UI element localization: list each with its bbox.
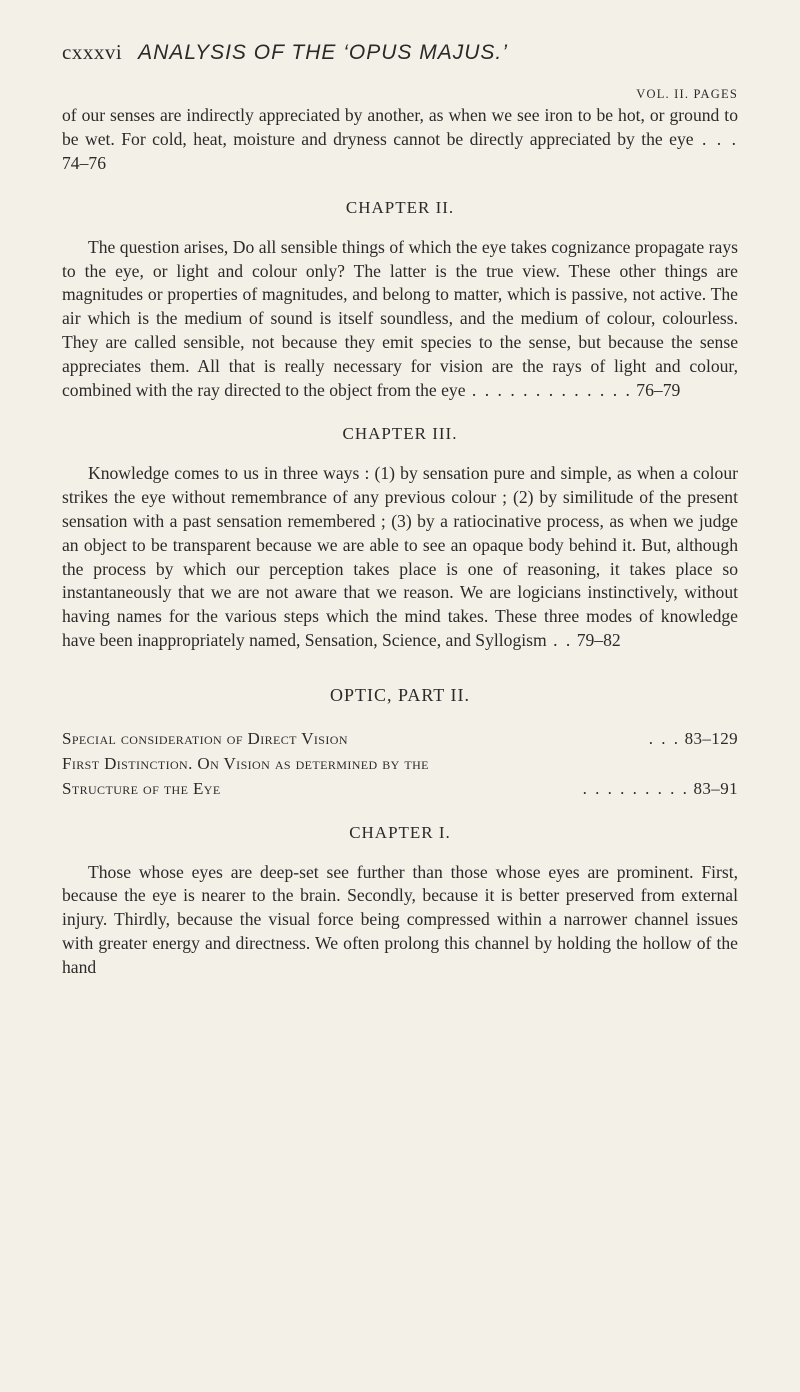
leader-dots: . . .	[648, 728, 680, 748]
page-reference: 76–79	[636, 379, 681, 400]
vol-pages-label: VOL. II. PAGES	[636, 87, 738, 102]
page-number: cxxxvi	[62, 40, 123, 64]
chapter-heading: CHAPTER III.	[342, 424, 458, 444]
chapter-summary	[62, 861, 738, 980]
paragraph-text: The question arises, Do all sensible things of which the eye takes cognizance propagate rays to the eye, or light and colour only? The latter is the true view. These other things are magnitudes or properties of magnitudes, and belong to matter, which is passive, not active. The air which is the medium of sound is itself soundless, and the medium of colour, colourless. They are called sensible, not because they emit species to the sense, but because the sense appreciates them. All that is really necessary for vision are the rays of light and colour, combined with the ray directed to the object from the eye	[62, 236, 738, 400]
book-page	[62, 38, 738, 980]
part-heading: OPTIC, PART II.	[330, 684, 470, 705]
leader-dots: . .	[546, 629, 573, 650]
chapter-summary	[62, 462, 738, 652]
page-reference: 83–129	[684, 728, 738, 748]
page-reference: 83–91	[693, 778, 738, 798]
page-reference: 79–82	[576, 629, 621, 650]
contents-line	[62, 751, 738, 776]
paragraph-continuation	[62, 104, 738, 175]
leader-dots: . . .	[693, 129, 738, 150]
contents-entry: First Distinction. On Vision as determined by the	[62, 753, 429, 773]
paragraph-text: Knowledge comes to us in three ways : (1) by sensation pure and simple, as when a colour strikes the eye without remembrance of any previous colour ; (2) by similitude of the present sensation with a past sensation remembered ; (3) by a ratiocinative process, as when we judge an object to be transparent because we are able to see an opaque body behind it. But, although the process by which our perception takes place is one of reasoning, it takes place so instantaneously that we are not aware that we reason. We are logicians instinctively, without having names for the various steps which the mind takes. These three modes of knowledge have been inappropriately named, Sensation, Science, and Syllogism	[62, 463, 738, 650]
running-head	[62, 38, 738, 67]
contents-entry: Structure of the Eye	[62, 778, 221, 798]
chapter-heading: CHAPTER II.	[345, 197, 455, 217]
leader-dots: . . . . . . . . .	[582, 778, 689, 798]
page-reference: 74–76	[62, 152, 106, 173]
paragraph-text: Those whose eyes are deep-set see further than those whose eyes are prominent. First, because the eye is nearer to the brain. Secondly, because it is better preserved from external injury. Thirdly, because the visual force being compressed within a narrower channel issues with greater energy and directness. We often prolong this channel by holding the hollow of the hand	[62, 861, 738, 977]
paragraph-text: of our senses are indirectly appreciated by another, as when we see iron to be hot, or ground to be wet. For cold, heat, moisture and dryness cannot be directly appreciated by the eye	[62, 105, 738, 150]
section-contents	[62, 726, 738, 801]
running-title: ANALYSIS OF THE ‘OPUS MAJUS.’	[138, 41, 508, 64]
contents-line	[62, 726, 738, 751]
contents-line	[62, 776, 738, 801]
contents-entry: Special consideration of Direct Vision	[62, 728, 348, 748]
chapter-heading: CHAPTER I.	[349, 822, 451, 842]
leader-dots: . . . . . . . . . . . . .	[465, 379, 632, 400]
chapter-summary	[62, 236, 738, 403]
